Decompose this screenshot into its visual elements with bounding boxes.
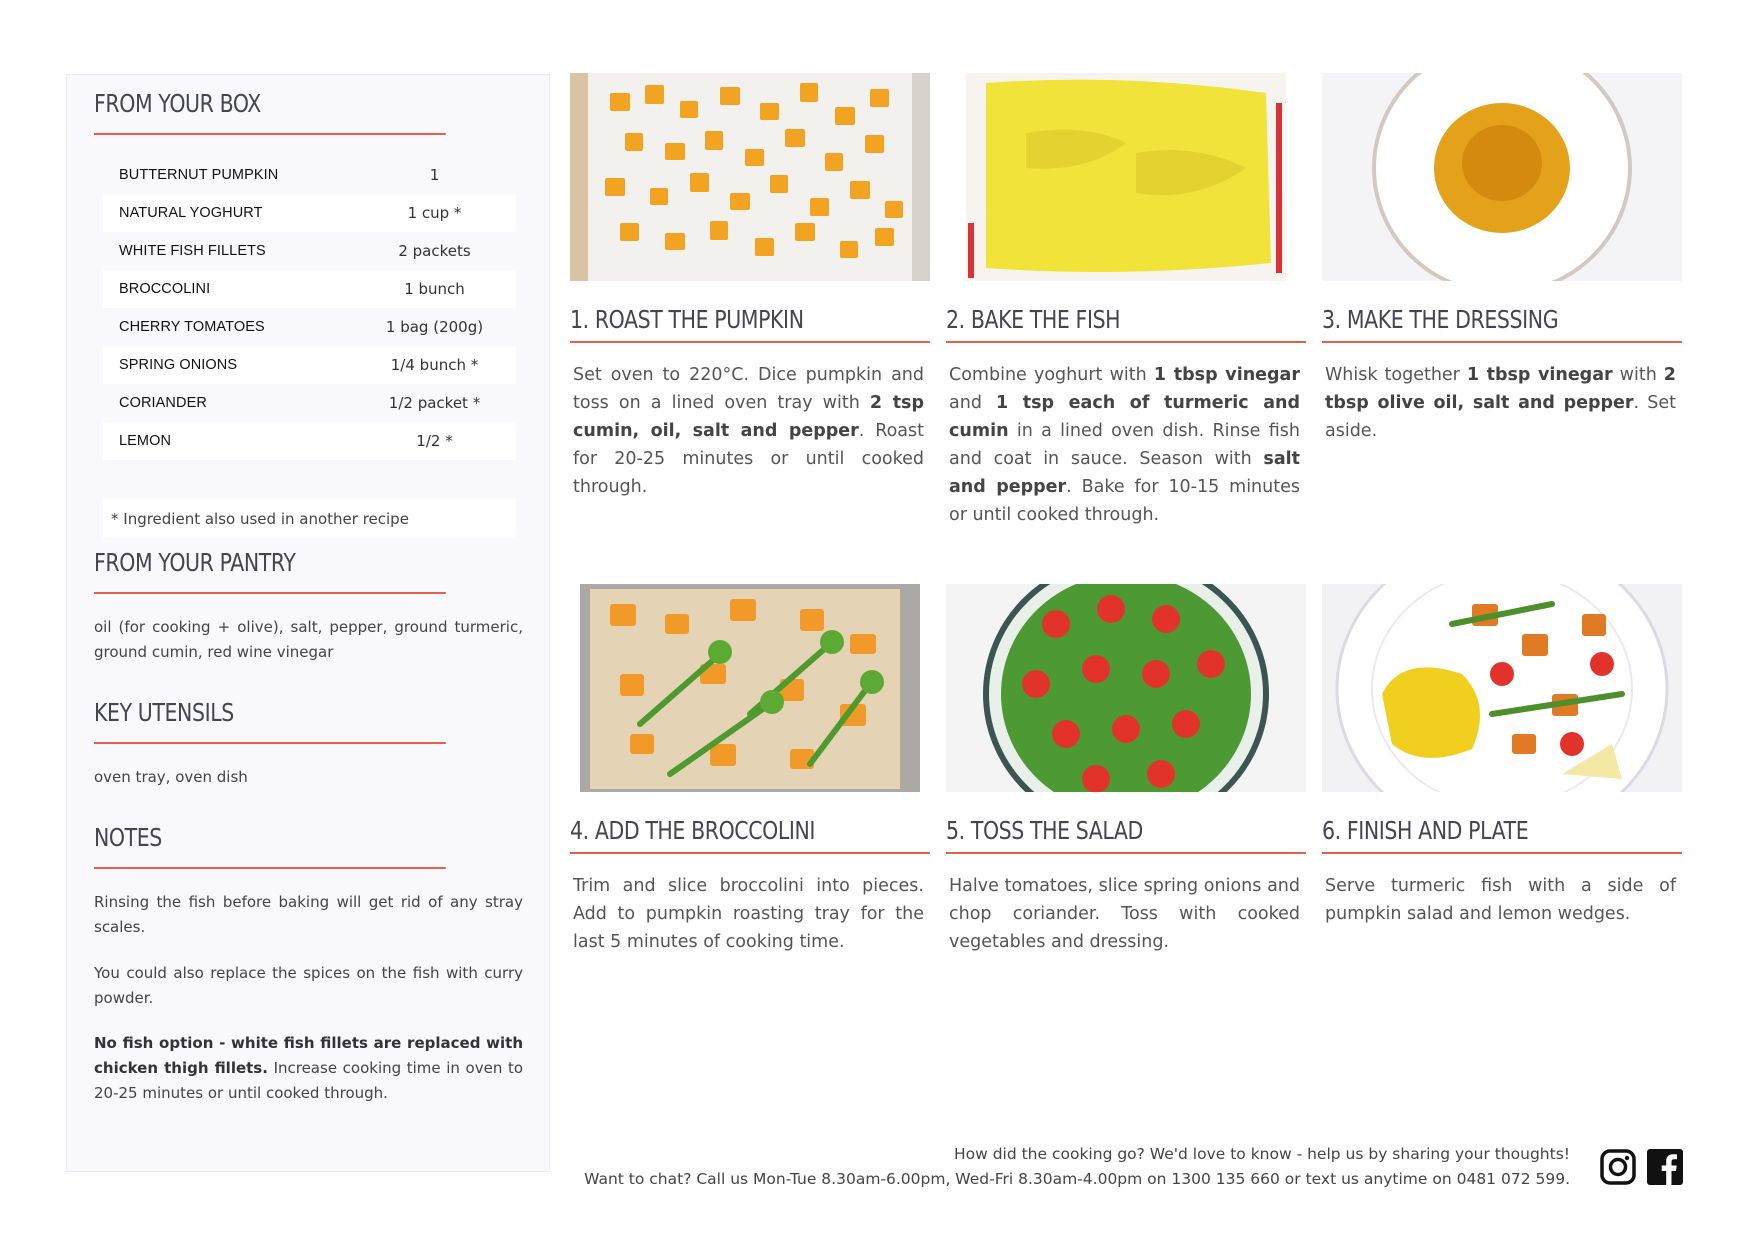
step-text-run: and xyxy=(949,393,996,413)
step-1-rule xyxy=(570,341,930,343)
step-text-run: in a lined oven dish. Rinse fish and coat in sauce. Season with xyxy=(949,421,1300,469)
step-3-text xyxy=(1325,361,1676,445)
step-1-text xyxy=(573,361,924,501)
ingredient-name: LEMON xyxy=(119,433,172,449)
feedback-footer xyxy=(584,1142,1570,1192)
ingredient-row xyxy=(103,270,516,308)
feedback-line: How did the cooking go? We'd love to know - help us by sharing your thoughts! xyxy=(953,1145,1570,1163)
step-text-bold: 1 tbsp vinegar xyxy=(1466,365,1613,385)
step-2-text xyxy=(949,361,1300,529)
ingredient-row xyxy=(103,384,516,422)
step-text-run: Halve tomatoes, slice spring onions and chop coriander. Toss with cooked vegetables and dressing. xyxy=(949,876,1300,952)
step-text-run: Set oven to 220°C. Dice pumpkin and toss on a lined oven tray with xyxy=(573,365,924,413)
ingredient-table xyxy=(103,156,516,460)
notes-heading xyxy=(94,823,446,869)
step-5-rule xyxy=(946,852,1306,854)
ingredient-name: NATURAL YOGHURT xyxy=(119,205,263,221)
from-your-box-heading-text: FROM YOUR BOX xyxy=(94,89,261,118)
step-6-text xyxy=(1325,872,1676,928)
step-6-rule xyxy=(1322,852,1682,854)
step-text-run: with xyxy=(1612,365,1664,385)
step-1-title-text: 1. ROAST THE PUMPKIN xyxy=(570,305,804,334)
step-2-title xyxy=(946,305,1306,334)
ingredient-name: BROCCOLINI xyxy=(119,281,211,297)
note-3-bold: No fish option - white fish fillets are replaced with chicken thigh fillets. xyxy=(94,1034,523,1077)
ingredient-row xyxy=(103,156,516,194)
step-6-photo xyxy=(1322,584,1682,792)
step-text-bold: 1 tsp each of turmeric and cumin xyxy=(949,393,1300,441)
step-2-title-text: 2. BAKE THE FISH xyxy=(946,305,1121,334)
step-text-run: . Set aside. xyxy=(1325,393,1676,441)
step-1-photo xyxy=(570,73,930,281)
step-5-title xyxy=(946,816,1306,845)
ingredient-quantity: 1 bag (200g) xyxy=(385,318,484,336)
step-1-title xyxy=(570,305,930,334)
step-3-title xyxy=(1322,305,1682,334)
step-6-title-text: 6. FINISH AND PLATE xyxy=(1322,816,1529,845)
notes-heading-text: NOTES xyxy=(94,823,162,852)
step-5-title-text: 5. TOSS THE SALAD xyxy=(946,816,1143,845)
ingredient-quantity: 1 cup * xyxy=(407,204,462,222)
ingredient-row xyxy=(103,422,516,460)
step-text-run: Combine yoghurt with xyxy=(949,365,1154,385)
step-4-title xyxy=(570,816,930,845)
facebook-icon[interactable] xyxy=(1647,1149,1683,1185)
ingredient-name: CHERRY TOMATOES xyxy=(119,319,265,335)
step-text-run: . Bake for 10-15 minutes or until cooked through. xyxy=(949,477,1300,525)
note-3 xyxy=(94,1031,523,1106)
step-text-bold: 1 tbsp vinegar xyxy=(1153,365,1300,385)
key-utensils-heading xyxy=(94,698,446,744)
ingredient-quantity: 2 packets xyxy=(398,242,471,260)
step-text-bold: 2 tbsp olive oil, salt and pepper xyxy=(1325,365,1676,413)
step-text-run: . Roast for 20-25 minutes or until cooked through. xyxy=(573,421,924,497)
ingredient-row xyxy=(103,308,516,346)
step-3-title-text: 3. MAKE THE DRESSING xyxy=(1322,305,1559,334)
step-5-photo xyxy=(946,584,1306,792)
contact-line: Want to chat? Call us Mon-Tue 8.30am-6.00pm, Wed-Fri 8.30am-4.00pm on 1300 135 660 or text us anytime on 0481 072 599. xyxy=(584,1170,1570,1188)
instagram-icon[interactable] xyxy=(1600,1149,1636,1185)
utensils-text: oven tray, oven dish xyxy=(94,768,248,786)
ingredient-row xyxy=(103,194,516,232)
ingredient-quantity: 1 xyxy=(429,166,440,184)
step-text-run: Trim and slice broccolini into pieces. Add to pumpkin roasting tray for the last 5 minutes of cooking time. xyxy=(573,876,924,952)
step-text-bold: salt and pepper xyxy=(949,449,1300,497)
ingredient-name: WHITE FISH FILLETS xyxy=(119,243,266,259)
ingredient-footnote: * Ingredient also used in another recipe xyxy=(103,498,516,538)
note-2: You could also replace the spices on the fish with curry powder. xyxy=(94,964,523,1007)
ingredient-quantity: 1/2 * xyxy=(416,432,453,450)
step-3-rule xyxy=(1322,341,1682,343)
ingredient-name: BUTTERNUT PUMPKIN xyxy=(119,167,279,183)
ingredient-name: CORIANDER xyxy=(119,395,207,411)
step-5-text xyxy=(949,872,1300,956)
ingredient-row xyxy=(103,232,516,270)
from-your-box-heading xyxy=(94,89,446,135)
ingredient-quantity: 1/4 bunch * xyxy=(390,356,479,374)
ingredient-name: SPRING ONIONS xyxy=(119,357,238,373)
key-utensils-heading-text: KEY UTENSILS xyxy=(94,698,234,727)
step-6-title xyxy=(1322,816,1682,845)
note-1: Rinsing the fish before baking will get rid of any stray scales. xyxy=(94,893,523,936)
step-4-rule xyxy=(570,852,930,854)
ingredient-quantity: 1/2 packet * xyxy=(388,394,481,412)
from-your-pantry-heading-text: FROM YOUR PANTRY xyxy=(94,548,296,577)
ingredient-quantity: 1 bunch xyxy=(404,280,465,298)
step-2-rule xyxy=(946,341,1306,343)
step-4-photo xyxy=(570,584,930,792)
step-text-run: Serve turmeric fish with a side of pumpkin salad and lemon wedges. xyxy=(1325,876,1676,924)
from-your-pantry-heading xyxy=(94,548,446,594)
pantry-text: oil (for cooking + olive), salt, pepper, ground turmeric, ground cumin, red wine vinegar xyxy=(94,618,523,661)
step-text-bold: 2 tsp cumin, oil, salt and pepper xyxy=(573,393,925,441)
step-4-text xyxy=(573,872,924,956)
ingredient-row xyxy=(103,346,516,384)
step-3-photo xyxy=(1322,73,1682,281)
step-2-photo xyxy=(946,73,1306,281)
note-3-rest: Increase cooking time in oven to 20-25 minutes or until cooked through. xyxy=(94,1059,523,1102)
step-4-title-text: 4. ADD THE BROCCOLINI xyxy=(570,816,816,845)
ingredients-panel xyxy=(66,74,550,1172)
step-text-run: Whisk together xyxy=(1325,365,1467,385)
